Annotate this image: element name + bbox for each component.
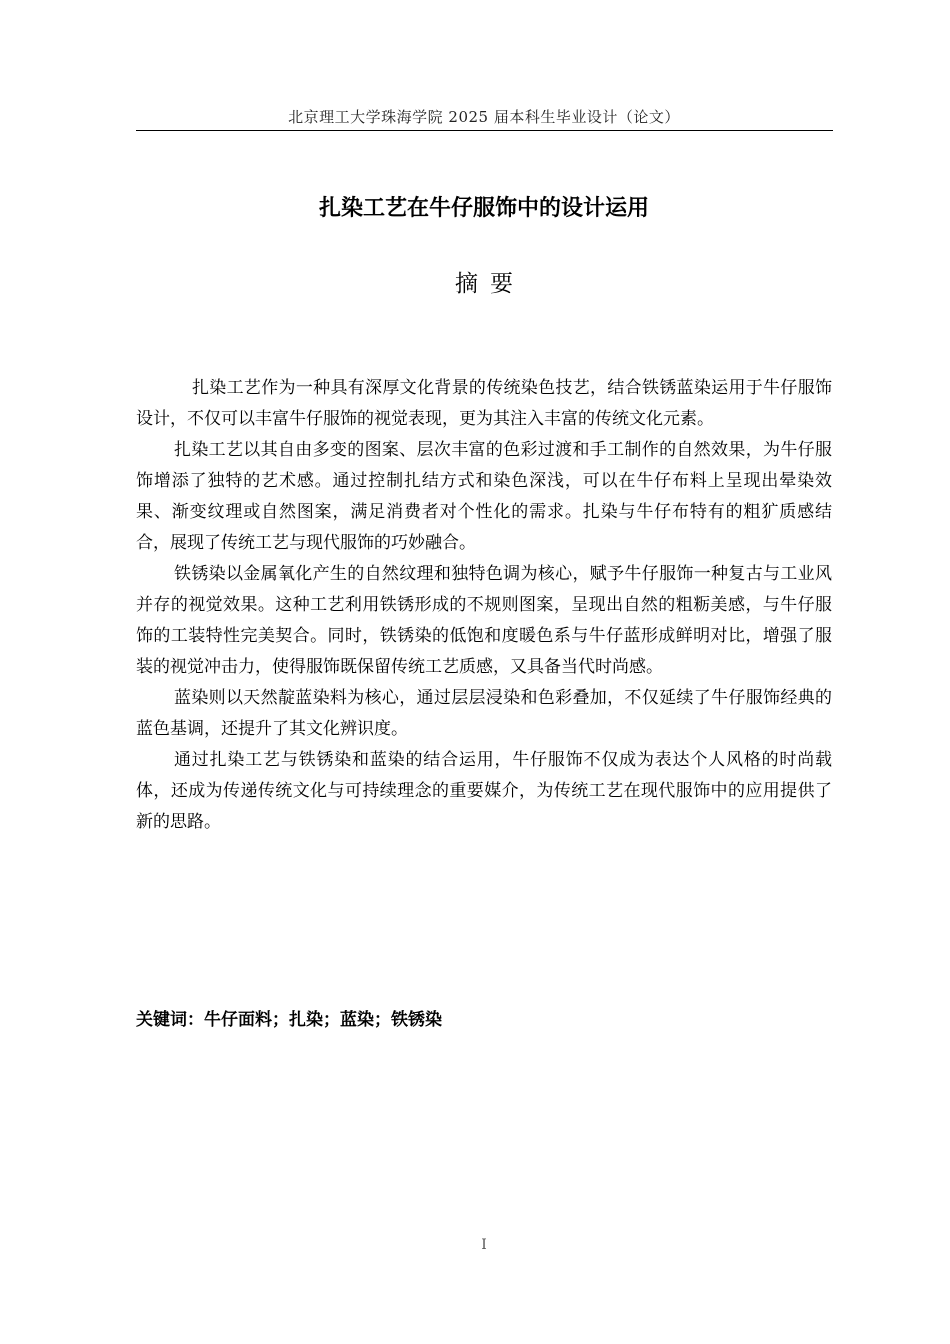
thesis-title: 扎染工艺在牛仔服饰中的设计运用 — [318, 196, 649, 221]
abstract-body — [136, 373, 832, 838]
abstract-paragraph: 扎染工艺以其自由多变的图案、层次丰富的色彩过渡和手工制作的自然效果，为牛仔服饰增添了独特的艺术感。通过控制扎结方式和染色深浅，可以在牛仔布料上呈现出晕染效果、渐变纹理或自然图案，满足消费者对个性化的需求。扎染与牛仔布特有的粗犷质感结合，展现了传统工艺与现代服饰的巧妙融合。 — [136, 440, 832, 553]
abstract-paragraph: 铁锈染以金属氧化产生的自然纹理和独特色调为核心，赋予牛仔服饰一种复古与工业风并存的视觉效果。这种工艺利用铁锈形成的不规则图案，呈现出自然的粗粝美感，与牛仔服饰的工装特性完美契合。同时，铁锈染的低饱和度暖色系与牛仔蓝形成鲜明对比，增强了服装的视觉冲击力，使得服饰既保留传统工艺质感，又具备当代时尚感。 — [136, 564, 832, 677]
abstract-paragraph: 蓝染则以天然靛蓝染料为核心，通过层层浸染和色彩叠加，不仅延续了牛仔服饰经典的蓝色基调，还提升了其文化辨识度。 — [136, 688, 832, 739]
abstract-paragraph: 通过扎染工艺与铁锈染和蓝染的结合运用，牛仔服饰不仅成为表达个人风格的时尚载体，还成为传递传统文化与可持续理念的重要媒介，为传统工艺在现代服饰中的应用提供了新的思路。 — [136, 750, 832, 832]
abstract-heading: 摘要 — [455, 271, 525, 297]
page-number: I — [481, 1237, 487, 1253]
page-header: 北京理工大学珠海学院 2025 届本科生毕业设计（论文） — [288, 108, 680, 126]
keywords-line: 关键词：牛仔面料；扎染；蓝染；铁锈染 — [136, 1010, 442, 1030]
header-divider — [136, 130, 833, 131]
abstract-paragraph: 扎染工艺作为一种具有深厚文化背景的传统染色技艺，结合铁锈蓝染运用于牛仔服饰设计，不仅可以丰富牛仔服饰的视觉表现，更为其注入丰富的传统文化元素。 — [136, 378, 832, 429]
